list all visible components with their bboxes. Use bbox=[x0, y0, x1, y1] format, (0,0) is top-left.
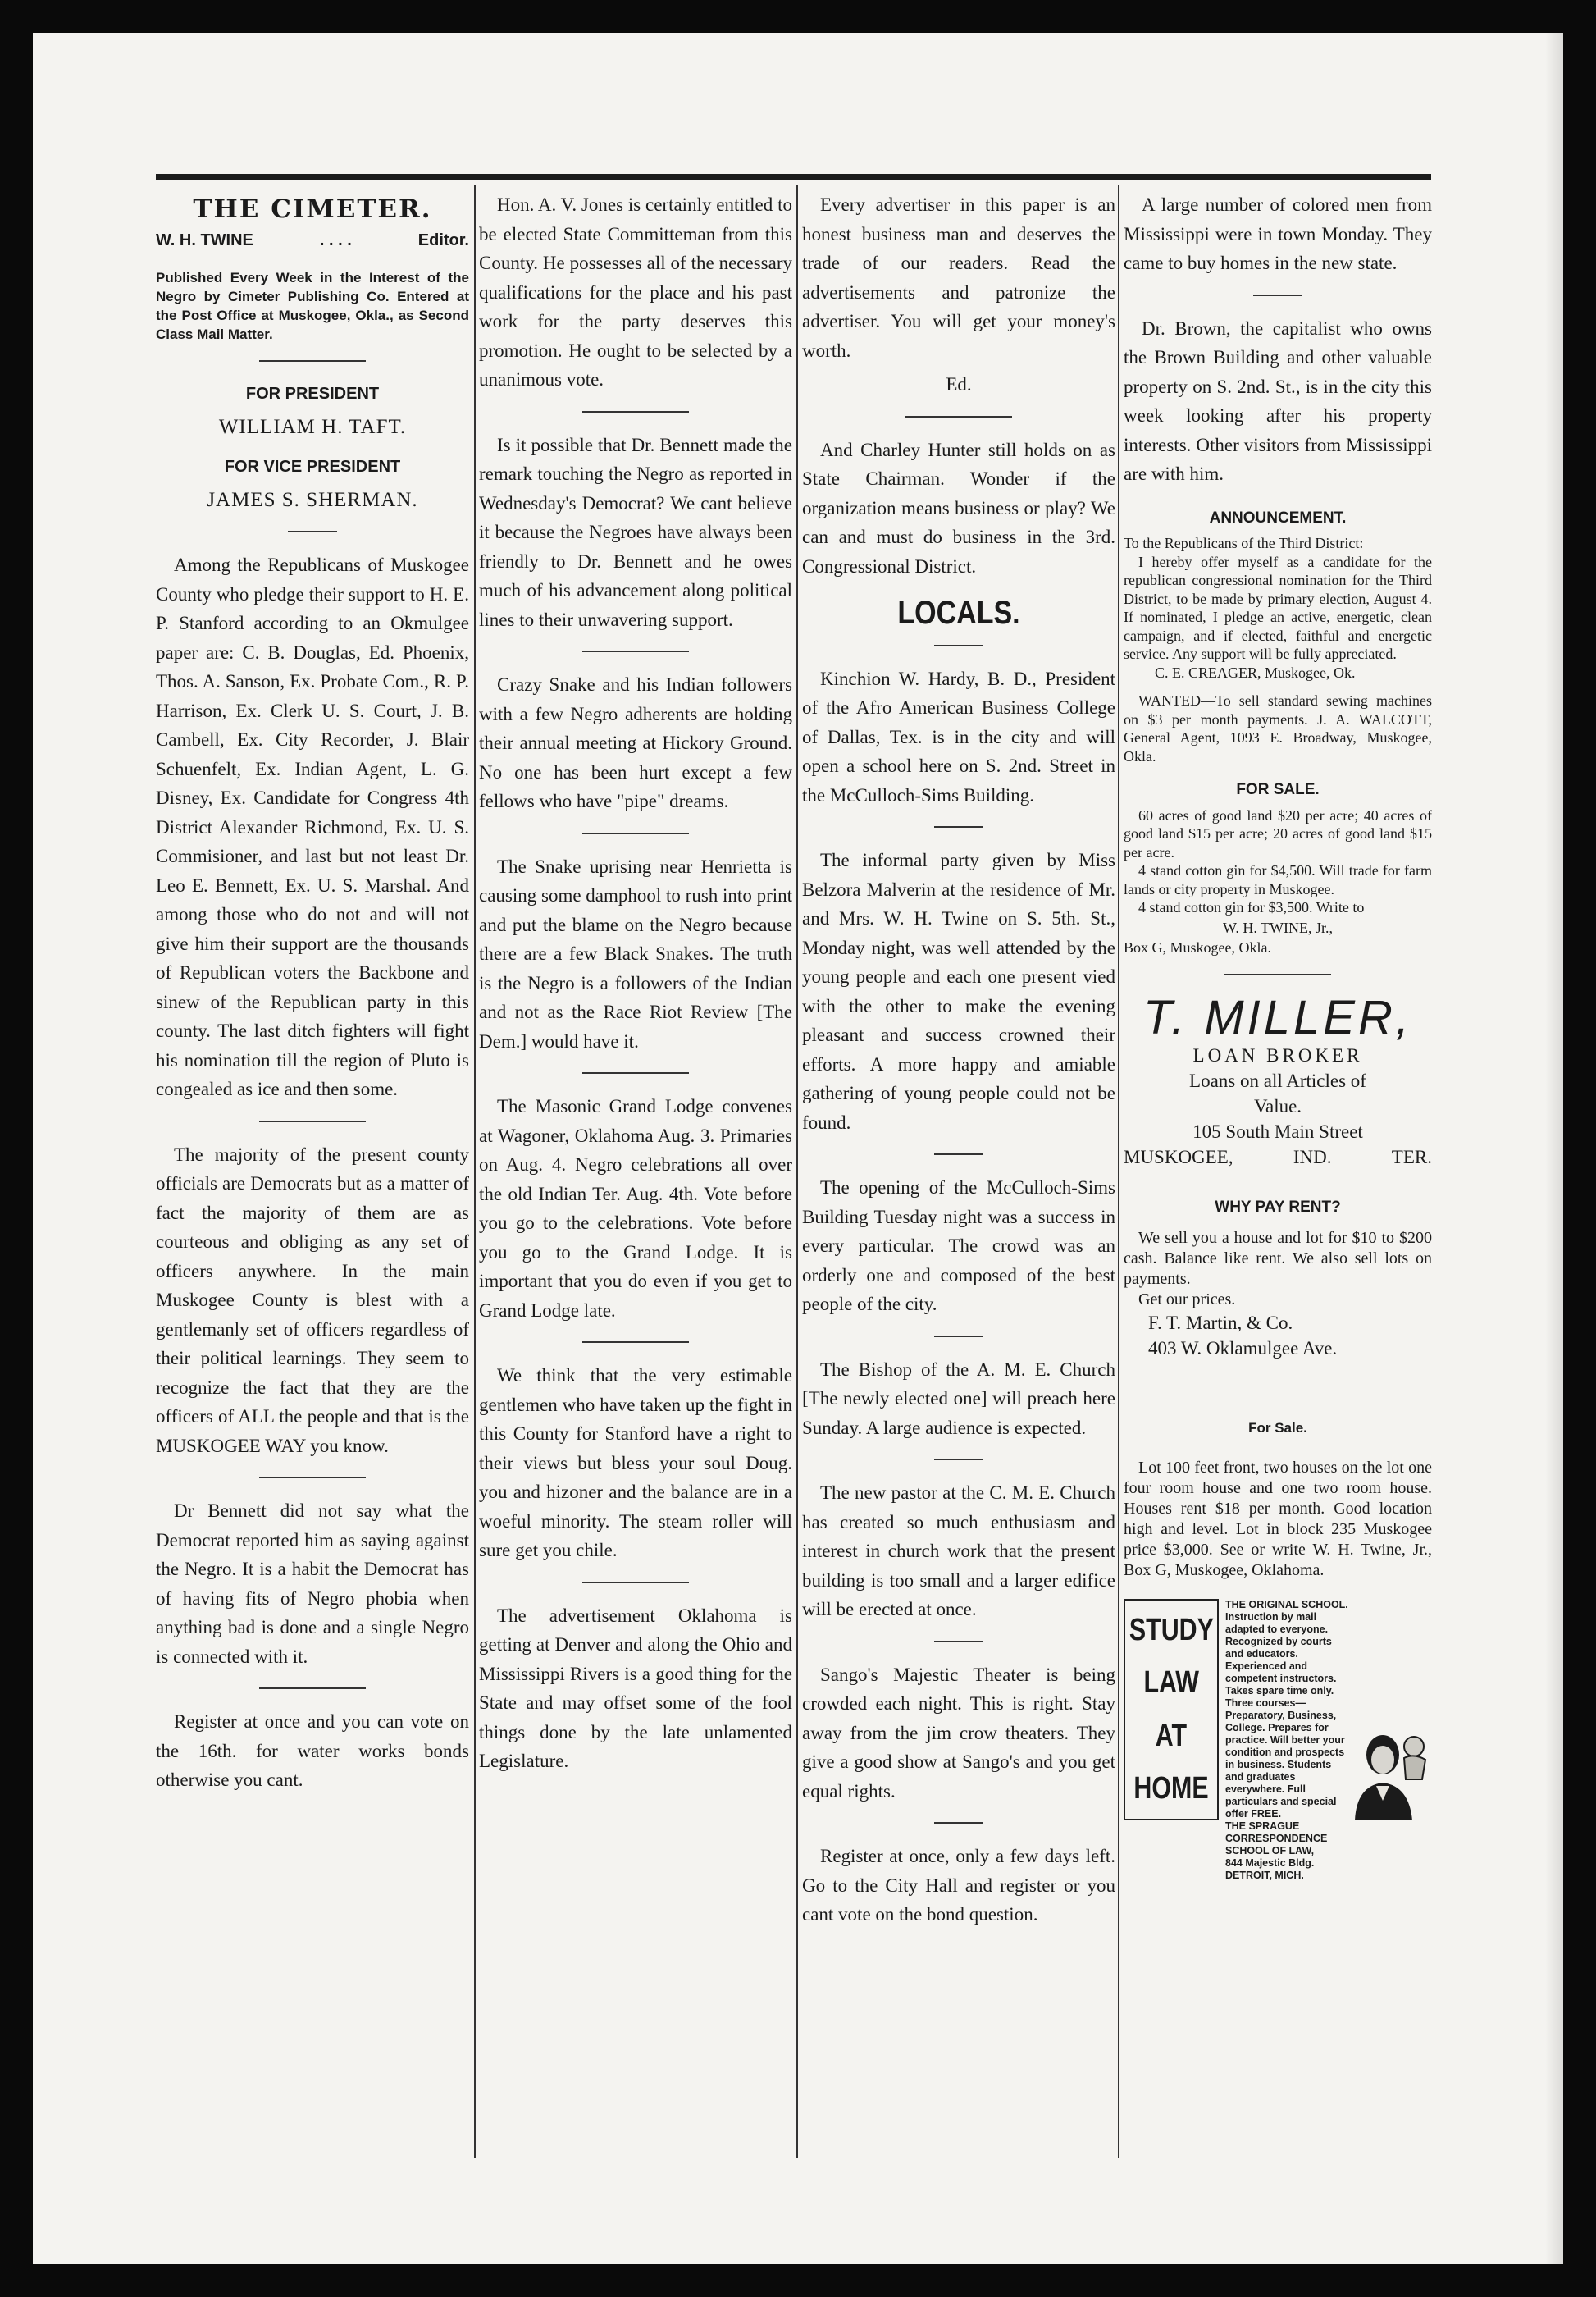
editor-dots: . . . . bbox=[319, 231, 352, 249]
column-1 bbox=[156, 190, 469, 2155]
president-label: FOR PRESIDENT bbox=[245, 385, 380, 403]
miller-title: LOAN BROKER bbox=[1192, 1044, 1363, 1066]
for-sale-heading: FOR SALE. bbox=[1236, 781, 1320, 798]
for-sale-2-heading: For Sale. bbox=[1248, 1420, 1307, 1436]
miller-ter: TER. bbox=[1391, 1146, 1432, 1167]
miller-name: T. MILLER, bbox=[1143, 990, 1412, 1044]
separator bbox=[934, 1641, 983, 1642]
wanted-text: WANTED—To sell standard sewing machines on $3 per month payments. J. A. WALCOTT, General Agent, 1093 E. Broadway, Muskogee, Okla. bbox=[1124, 692, 1432, 765]
study-law-school: THE SPRAGUE CORRESPONDENCE SCHOOL OF LAW, bbox=[1225, 1820, 1328, 1856]
separator bbox=[905, 416, 1012, 418]
separator bbox=[1253, 295, 1302, 296]
separator bbox=[582, 833, 689, 834]
portrait-illustration-icon bbox=[1348, 1722, 1430, 1820]
announcement-signature: C. E. CREAGER, Muskogee, Ok. bbox=[1155, 664, 1356, 681]
article-stanford-fight: We think that the very estimable gentlemen who have taken up the fight in this County for Stanford have a right to their views but bless your soul Doug. you and hizoner and the balance are in a woeful minority. The steam roller will sure get you chile. bbox=[479, 1365, 792, 1560]
announcement bbox=[1124, 534, 1432, 682]
rent-line: Get our prices. bbox=[1138, 1290, 1236, 1308]
miller-line: Value. bbox=[1253, 1095, 1302, 1117]
announcement-body: I hereby offer myself as a candidate for the republican congressional nomination for the Third District, to be made by primary election, August 4. If nominated, I pledge an active, energetic, clean campaign, and if elected, faithful and energetic service. Any support will be fully appreciated. bbox=[1124, 553, 1432, 662]
study-word: LAW bbox=[1143, 1665, 1199, 1701]
separator bbox=[1224, 974, 1331, 975]
local-cme-church: The new pastor at the C. M. E. Church has created so much enthusiasm and interest in church work that the present building is too small and a larger edifice will be erected at once. bbox=[802, 1482, 1115, 1619]
separator bbox=[934, 1459, 983, 1460]
separator bbox=[259, 1121, 366, 1122]
editor-label: Editor. bbox=[417, 231, 469, 249]
miller-city-line bbox=[1124, 1144, 1432, 1170]
separator bbox=[582, 651, 689, 652]
column-rule-2 bbox=[796, 185, 798, 2158]
for-sale-address: Box G, Muskogee, Okla. bbox=[1124, 939, 1271, 956]
separator bbox=[934, 1822, 983, 1824]
article-charley-hunter: And Charley Hunter still holds on as State Chairman. Wonder if the organization means business or play? We can and must do business in the 3rd. Congressional District. bbox=[802, 439, 1115, 577]
rent-line: We sell you a house and lot for $10 to $200 cash. Balance like rent. We also sell lots on payments. bbox=[1124, 1229, 1432, 1288]
for-sale-line: 60 acres of good land $20 per acre; 40 acres of good land $15 per acre; 20 acres of good land $15 per acre. bbox=[1124, 806, 1432, 861]
column-2 bbox=[479, 190, 792, 2155]
local-building-opening: The opening of the McCulloch-Sims Building Tuesday night was a success in every particular. The crowd was an orderly one and composed of the best people of the city. bbox=[802, 1177, 1115, 1314]
rent-ad bbox=[1124, 1228, 1432, 1361]
miller-ind: IND. bbox=[1293, 1146, 1332, 1167]
president-name: WILLIAM H. TAFT. bbox=[218, 415, 407, 438]
article-bennett-remark: Is it possible that Dr. Bennett made the remark touching the Negro as reported in Wednesday's Democrat? We cant believe it because the Negroes have always been friendly to Dr. Bennett and he owes much of his advancement along political lines to their unwavering support. bbox=[479, 434, 792, 630]
article-mississippi-visitors: A large number of colored men from Mississippi were in town Monday. They came to buy homes in the new state. bbox=[1124, 194, 1432, 273]
local-hardy: Kinchion W. Hardy, B. D., President of the Afro American Business College of Dallas, Tex. is in the city and will open a school here on S. 2nd. Street in the McCulloch-Sims Building. bbox=[802, 668, 1115, 806]
article-county-officials: The majority of the present county officials are Democrats but as a matter of fact the majority of them are as courteous and obliging as any set of officers anywhere. In the main Muskogee County is blest with a gentlemanly set of officers regardless of their political learnings. They seem to recognize the fact that they are the officers of ALL the people and that is the MUSKOGEE WAY you know. bbox=[156, 1144, 469, 1456]
announcement-to: To the Republicans of the Third District: bbox=[1124, 535, 1364, 551]
column-3 bbox=[802, 190, 1115, 2155]
separator bbox=[288, 531, 337, 532]
separator bbox=[582, 411, 689, 413]
newspaper-page bbox=[33, 33, 1563, 2264]
separator bbox=[259, 1477, 366, 1478]
article-register-water-bonds: Register at once and you can vote on the 16th. for water works bonds otherwise you cant. bbox=[156, 1711, 469, 1790]
separator bbox=[259, 1687, 366, 1689]
for-sale-2-body: Lot 100 feet front, two houses on the lot one four room house and one two room house. Houses rent $18 per month. Good location high and level. Lot in block 235 Muskogee price $3,000. See or write W. H. Twine, Jr., Box G, Muskogee, Oklahoma. bbox=[1124, 1458, 1432, 1579]
vice-president-name: JAMES S. SHERMAN. bbox=[207, 488, 418, 511]
separator bbox=[582, 1582, 689, 1583]
wanted-ad bbox=[1124, 692, 1432, 765]
study-law-description: THE ORIGINAL SCHOOL. Instruction by mail adapted to everyone. Recognized by courts and educators. Experienced and competent instructors. Takes spare time only. Three courses—Preparatory, Business, College. Prepares for practice. Will better your condition and prospects in business. Students and graduates everywhere. Full particulars and special offer FREE. bbox=[1225, 1598, 1348, 1820]
column-4 bbox=[1124, 190, 1432, 2155]
article-snake-uprising: The Snake uprising near Henrietta is causing some damphool to rush into print and put the blame on the Negro because there are a few Black Snakes. The truth is the Negro is a followers of the Indian and not as the Race Riot Review [The Dem.] would have it. bbox=[479, 856, 792, 1052]
for-sale-signature: W. H. TWINE, Jr., bbox=[1223, 919, 1333, 936]
separator bbox=[934, 645, 983, 646]
rent-firm: F. T. Martin, & Co. bbox=[1148, 1313, 1293, 1333]
separator bbox=[934, 1336, 983, 1337]
separator bbox=[934, 826, 983, 828]
publication-notice: Published Every Week in the Interest of the Negro by Cimeter Publishing Co. Entered at the Post Office at Muskogee, Okla., as Second Class Mail Matter. bbox=[156, 270, 469, 342]
article-stanford-supporters: Among the Republicans of Muskogee County who pledge their support to H. E. P. Stanford according to an Okmulgee paper are: C. B. Douglas, Ed. Phoenix, Thos. A. Sanson, Ex. Probate Com., R. P. Harrison, Ex. Clerk U. S. Court, J. B. Cambell, Ex. City Recorder, J. Blair Schuenfelt, Ex. Indian Agent, L. G. Disney, Ex. Candidate for Congress 4th District Alexander Richmond, Ex. U. S. Commisioner, and last but not least Dr. Leo E. Bennett, Ex. U. S. Marshal. And among those who do not and will not give him their support are the thousands of Republican voters the Backbone and sinew of the Republican party in this county. The last ditch fighters will fight his nomination till the region of Pluto is congealed as ice and then some. bbox=[156, 555, 469, 1099]
local-bishop: The Bishop of the A. M. E. Church [The newly elected one] will preach here Sunday. A large audience is expected. bbox=[802, 1359, 1115, 1438]
for-sale-ad bbox=[1124, 806, 1432, 957]
column-rule-3 bbox=[1118, 185, 1119, 2158]
editor-signature: Ed. bbox=[946, 374, 972, 395]
study-law-text bbox=[1219, 1598, 1432, 1881]
article-advertisers: Every advertiser in this paper is an honest business man and deserves the trade of our readers. Read the advertisements and patronize the advertiser. You will get your money's worth. bbox=[802, 194, 1115, 361]
vice-president-label: FOR VICE PRESIDENT bbox=[224, 458, 401, 476]
study-law-words bbox=[1124, 1599, 1219, 1820]
separator bbox=[582, 1072, 689, 1074]
local-register: Register at once, only a few days left. Go to the City Hall and register or you cant vote on the bond question. bbox=[802, 1846, 1115, 1925]
article-dr-bennett: Dr Bennett did not say what the Democrat reported him as saying against the Negro. It is a habit the Democrat has of having fits of Negro phobia when anything bad is done and a single Negro is connected with it. bbox=[156, 1500, 469, 1667]
editor-line bbox=[156, 226, 469, 256]
miller-city: MUSKOGEE, bbox=[1124, 1146, 1233, 1167]
for-sale-line: 4 stand cotton gin for $4,500. Will trade for farm lands or city property in Muskogee. bbox=[1124, 862, 1432, 897]
editor-name: W. H. TWINE bbox=[156, 231, 253, 249]
article-masonic-lodge: The Masonic Grand Lodge convenes at Wagoner, Oklahoma Aug. 3. Primaries on Aug. 4. Negro celebrations all over the old Indian Ter. Aug. 4th. Vote before you go to the celebrations. Vote before you go to the Grand Lodge. It is important that you do even if you get to Grand Lodge late. bbox=[479, 1096, 792, 1321]
column-rule-1 bbox=[474, 185, 476, 2158]
miller-address: 105 South Main Street bbox=[1192, 1121, 1363, 1142]
local-theater: Sango's Majestic Theater is being crowded each night. This is right. Stay away from the jim crow theaters. They give a good show at Sango's and you get equal rights. bbox=[802, 1664, 1115, 1802]
masthead-title: THE CIMETER. bbox=[193, 194, 432, 224]
article-av-jones: Hon. A. V. Jones is certainly entitled to be elected State Committeman from this County. He possesses all of the necessary qualifications for the place and his past work for the party deserves this promotion. He ought to be selected by a unanimous vote. bbox=[479, 194, 792, 390]
masthead-rule bbox=[156, 174, 1431, 180]
rent-heading: WHY PAY RENT? bbox=[1215, 1198, 1341, 1216]
local-party: The informal party given by Miss Belzora Malverin at the residence of Mr. and Mrs. W. H. Twine on S. 5th. St., Monday night, was well attended by the young people and each one present vied with the other to make the evening pleasant and success crowned their efforts. A more happy and amiable gathering of young people could not be found. bbox=[802, 850, 1115, 1133]
locals-heading: LOCALS. bbox=[897, 595, 1020, 631]
study-word: STUDY bbox=[1129, 1612, 1214, 1647]
miller-line: Loans on all Articles of bbox=[1189, 1070, 1366, 1091]
separator bbox=[582, 1341, 689, 1343]
article-crazy-snake: Crazy Snake and his Indian followers with a few Negro adherents are holding their annual meeting at Hickory Ground. No one has been hurt except a few fellows who have "pipe" dreams. bbox=[479, 674, 792, 811]
for-sale-2-ad bbox=[1124, 1458, 1432, 1581]
study-law-address: 844 Majestic Bldg. DETROIT, MICH. bbox=[1225, 1856, 1315, 1881]
rent-firm-address: 403 W. Oklamulgee Ave. bbox=[1148, 1338, 1338, 1359]
article-dr-brown: Dr. Brown, the capitalist who owns the Brown Building and other valuable property on S. 2nd. St., is in the city this week looking after his property interests. Other visitors from Mississippi are with him. bbox=[1124, 317, 1432, 484]
announcement-heading: ANNOUNCEMENT. bbox=[1209, 509, 1347, 527]
study-law-ad bbox=[1124, 1598, 1432, 1881]
separator bbox=[934, 1153, 983, 1155]
study-word: HOME bbox=[1133, 1771, 1209, 1806]
article-oklahoma-advertisement: The advertisement Oklahoma is getting at Denver and along the Ohio and Mississippi Rivers is a good thing for the State and may offset some of the fool things done by the late unlamented Legislature. bbox=[479, 1605, 792, 1771]
for-sale-line: 4 stand cotton gin for $3,500. Write to bbox=[1138, 899, 1365, 916]
study-word: AT bbox=[1155, 1718, 1188, 1753]
separator bbox=[259, 360, 366, 362]
